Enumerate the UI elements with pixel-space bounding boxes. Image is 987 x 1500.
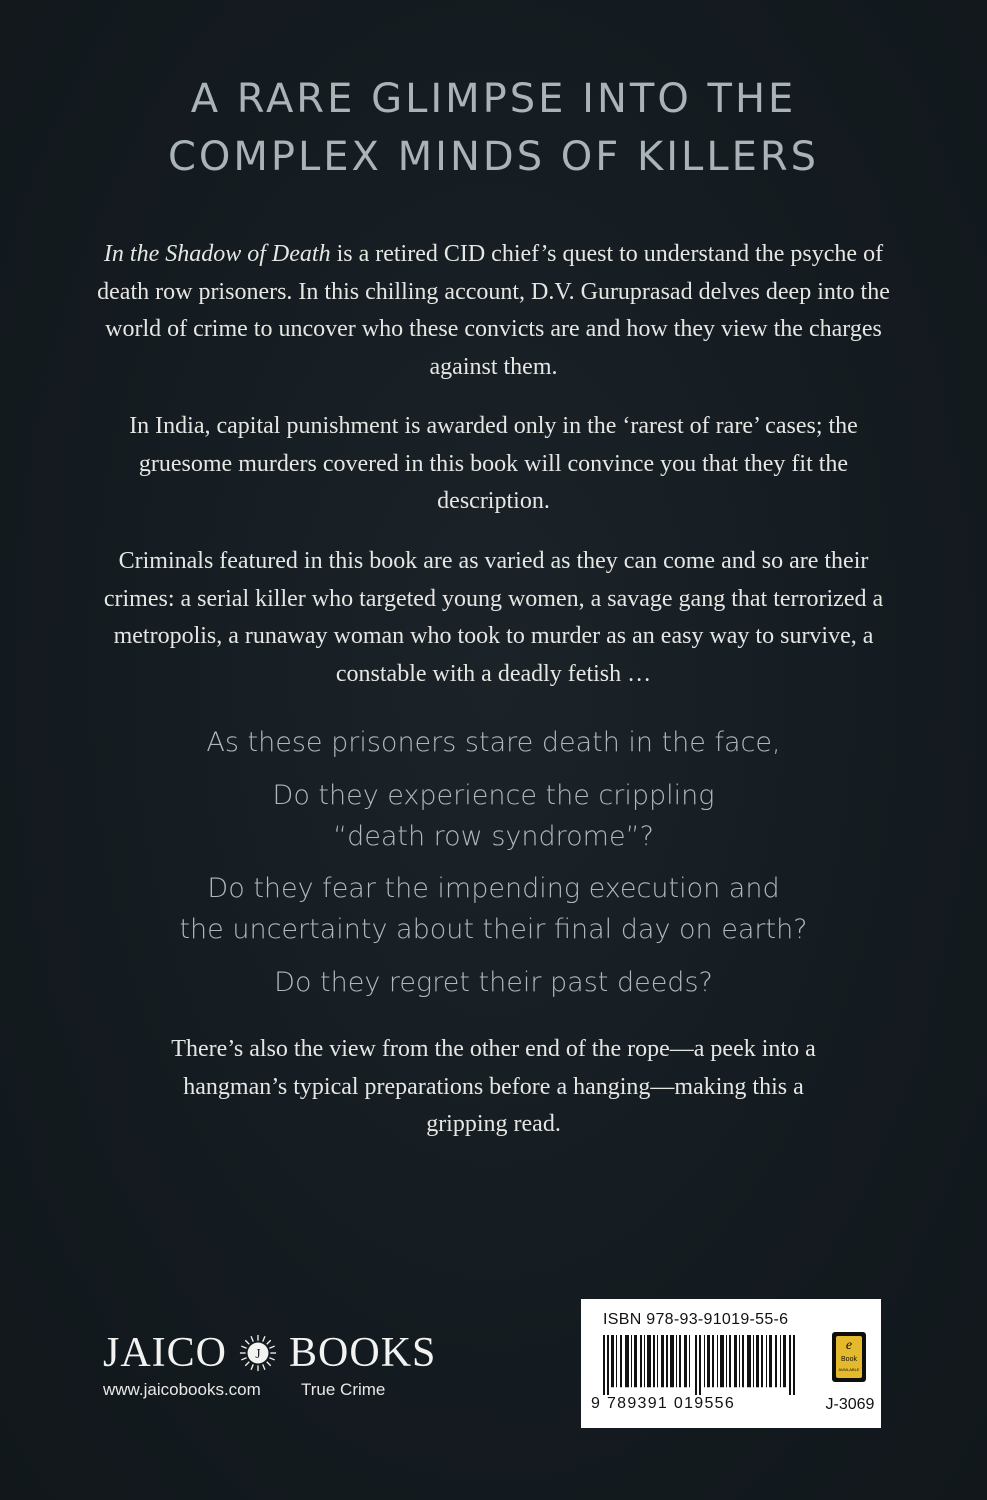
book-title: In the Shadow of Death — [103, 241, 331, 267]
blurb-paragraph-3: Criminals featured in this book are as varied as they can come and so are their crimes: a serial killer who targeted young women, a savage gang that terrorized a metropolis, a runaway woman who took to murder as an easy way to survive, a constable with a deadly fetish … — [103, 548, 884, 687]
question-3-line-2: the uncertainty about their final day on earth? — [179, 914, 808, 945]
headline-line-2: COMPLEX MINDS OF KILLERS — [167, 134, 820, 180]
question-1: As these prisoners stare death in the face, — [206, 727, 781, 758]
genre-label: True Crime — [301, 1380, 386, 1399]
isbn-label: ISBN 978-93-91019-55-6 — [603, 1311, 789, 1328]
blurb-paragraph-1-text: is a retired CID chief’s quest to understand the psyche of death row prisoners. In this chilling account, D.V. Guruprasad delves deep into the world of crime to uncover who these convicts are and how they view the charges against them. — [97, 241, 890, 380]
barcode-panel — [581, 1299, 881, 1428]
blurb-paragraph-closing: There’s also the view from the other end of the rope—a peek into a hangman’s typical preparations before a hanging—making this a gripping read. — [171, 1036, 816, 1137]
question-3-line-1: Do they fear the impending execution and — [207, 873, 780, 904]
ebook-badge-face — [836, 1336, 862, 1378]
question-3 — [100, 868, 887, 950]
publisher-name-right: BOOKS — [289, 1330, 437, 1376]
publisher-website: www.jaicobooks.com — [103, 1380, 261, 1399]
emblem-letter: J — [255, 1345, 261, 1361]
ebook-available-icon — [832, 1332, 866, 1382]
question-4: Do they regret their past deeds? — [274, 967, 713, 998]
sun-emblem-icon — [239, 1334, 277, 1372]
headline-line-1: A RARE GLIMPSE INTO THE — [190, 76, 797, 122]
barcode-icon — [595, 1335, 807, 1395]
question-2 — [100, 775, 887, 857]
publisher-name-left: JAICO — [103, 1330, 228, 1376]
question-2-line-1: Do they experience the crippling — [272, 780, 715, 811]
publisher-logo — [103, 1330, 436, 1376]
blurb-paragraph-1 — [95, 236, 892, 386]
ebook-available-text: AVAILABLE — [838, 1367, 860, 1372]
product-code: J-3069 — [825, 1396, 875, 1413]
publisher-block — [103, 1330, 443, 1410]
question-2-line-2: “death row syndrome”? — [333, 821, 654, 852]
ebook-letter: e — [845, 1338, 853, 1353]
ebook-label: Book — [841, 1356, 857, 1363]
barcode-side-panel — [815, 1299, 881, 1428]
blurb-paragraph-2: In India, capital punishment is awarded only in the ‘rarest of rare’ cases; the gruesome murders covered in this book will convince you that they fit the description. — [129, 413, 858, 514]
barcode-digits: 9 789391 019556 — [591, 1395, 736, 1412]
